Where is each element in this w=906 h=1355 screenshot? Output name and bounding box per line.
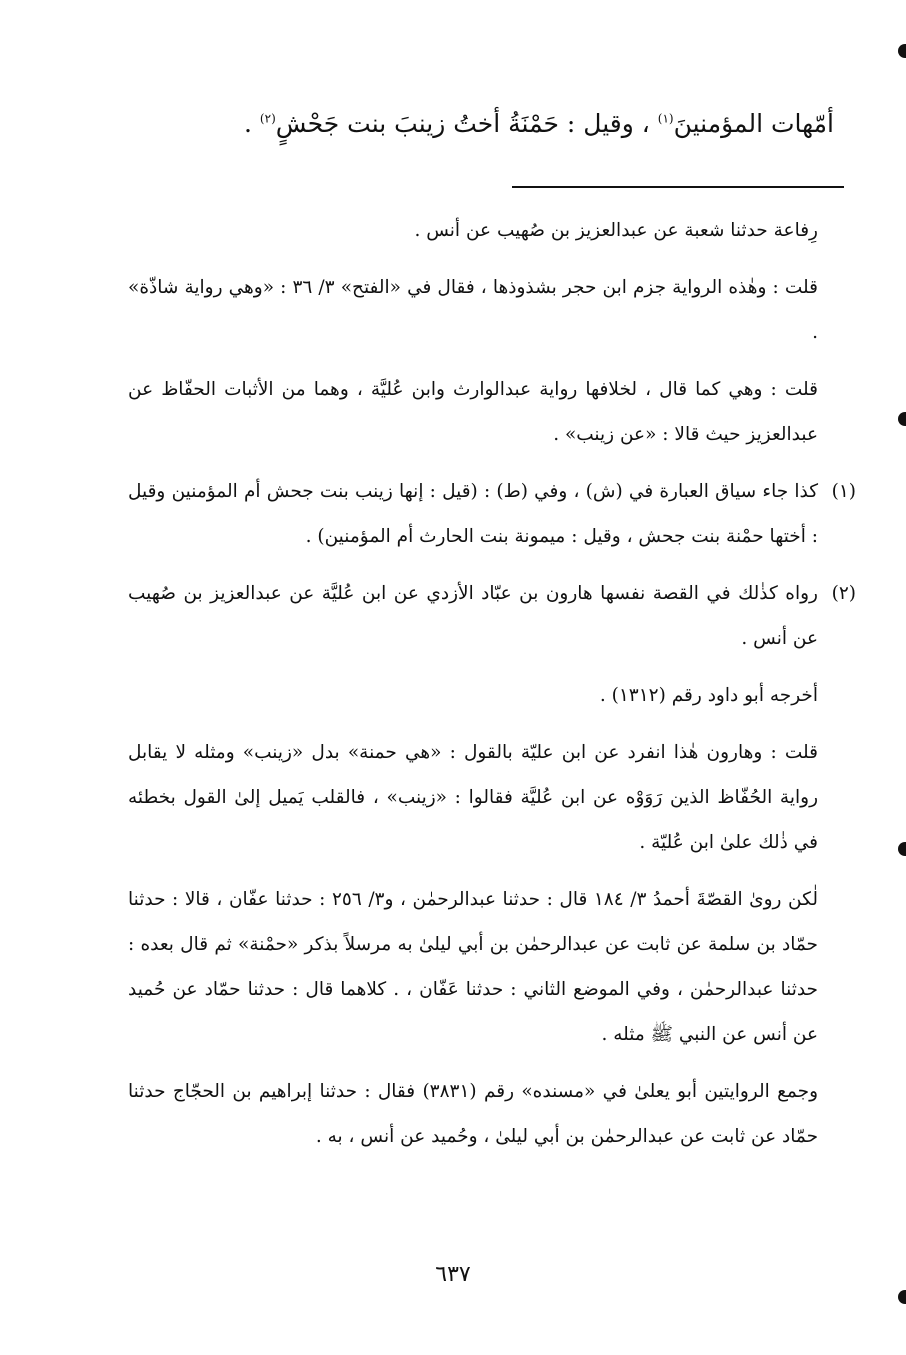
footnote-marker-2: (٢) bbox=[259, 111, 276, 126]
footnote-number: (١) bbox=[831, 481, 856, 502]
footnote-separator bbox=[512, 186, 844, 188]
main-text-part: . bbox=[244, 109, 260, 138]
footnote-text: لٰكن روىٰ القصّةَ أحمدُ ٣/ ١٨٤ قال : حدثنا عبدالرحمٰن ، و٣/ ٢٥٦ : حدثنا عفّان ، قالا : حدثنا حمّاد بن سلمة عن ثابت عن عبدالرحمٰن بن أبي ليلىٰ به مرسلاً بذكر «حمْنة» ثم قال بعده : حدثنا عبدالرحمٰن ، وفي الموضع الثاني : حدثنا عَفّان ، . كلاهما قال : حدثنا حمّاد عن حُميد عن أنس عن النبي ﷺ مثله . bbox=[128, 889, 818, 1045]
edge-ink-mark bbox=[898, 44, 906, 58]
footnote-text: وجمع الروايتين أبو يعلىٰ في «مسنده» رقم (٣٨٣١) فقال : حدثنا إبراهيم بن الحجّاج حدثنا حمّاد عن ثابت عن عبدالرحمٰن بن أبي ليلىٰ ، وحُميد عن أنس ، به . bbox=[128, 1081, 818, 1147]
footnote-text: قلت : وهارون هٰذا انفرد عن ابن عليّة بالقول : «هي حمنة» بدل «زينب» ومثله لا يقابل رواية الحُفّاظ الذين رَوَوْه عن ابن عُليَّة فقالوا : «زينب» ، فالقلب يَميل إلىٰ القول بخطئه في ذٰلك علىٰ ابن عُليّة . bbox=[128, 742, 818, 853]
footnote-paragraph bbox=[128, 673, 818, 718]
footnote-text: قلت : وهٰذه الرواية جزم ابن حجر بشذوذها ، فقال في «الفتح» ٣/ ٣٦ : «وهي رواية شاذّة» . bbox=[128, 277, 818, 343]
footnote-paragraph bbox=[128, 571, 856, 661]
footnote-marker-1: (١) bbox=[657, 111, 674, 126]
footnote-text: رِفاعة حدثنا شعبة عن عبدالعزيز بن صُهيب عن أنس . bbox=[414, 220, 818, 241]
page-number: ٦٣٧ bbox=[435, 1262, 471, 1287]
main-text-part: ، وقيل : حَمْنَةُ أختُ زينبَ بنت جَحْشٍ bbox=[275, 109, 658, 138]
footnote-paragraph bbox=[128, 367, 818, 457]
main-text-part: أمّهات المؤمنينَ bbox=[673, 109, 834, 138]
footnote-paragraph bbox=[128, 469, 856, 559]
main-text-line bbox=[92, 96, 834, 152]
footnote-paragraph bbox=[128, 208, 818, 253]
edge-ink-mark bbox=[898, 412, 906, 426]
footnote-paragraph bbox=[128, 877, 818, 1057]
edge-ink-mark bbox=[898, 842, 906, 856]
footnote-paragraph bbox=[128, 265, 818, 355]
footnote-paragraph bbox=[128, 730, 818, 865]
edge-ink-mark bbox=[898, 1290, 906, 1304]
footnote-text: رواه كذٰلك في القصة نفسها هارون بن عبّاد الأزدي عن ابن عُليَّة عن عبدالعزيز بن صُهيب عن أنس . bbox=[128, 583, 818, 649]
footnotes bbox=[128, 208, 856, 1171]
footnote-text: قلت : وهي كما قال ، لخلافها رواية عبدالوارث وابن عُليَّة ، وهما من الأثبات الحفّاظ عن عبدالعزيز حيث قالا : «عن زينب» . bbox=[128, 379, 818, 445]
footnote-text: أخرجه أبو داود رقم (١٣١٢) . bbox=[599, 685, 818, 706]
footnote-paragraph bbox=[128, 1069, 818, 1159]
footnote-number: (٢) bbox=[831, 583, 856, 604]
footnote-text: كذا جاء سياق العبارة في (ش) ، وفي (ط) : (قيل : إنها زينب بنت جحش أم المؤمنين وقيل : أختها حمْنة بنت جحش ، وقيل : ميمونة بنت الحارث أم المؤمنين) . bbox=[128, 481, 818, 547]
